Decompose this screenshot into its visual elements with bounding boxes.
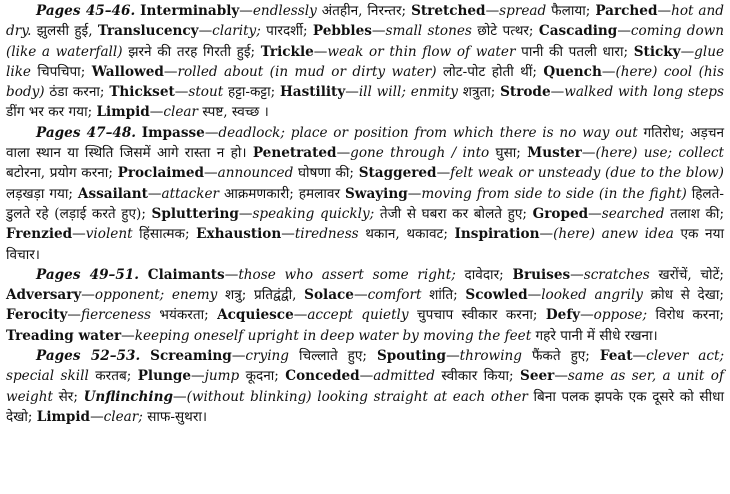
glossary-term: Interminably (140, 3, 240, 19)
glossary-hindi: तलाश की; (670, 205, 725, 222)
glossary-entry: Ferocity—fierceness भयंकरता; (6, 307, 209, 324)
glossary-hindi: गतिरोध; अड़चन वाला स्थान या स्थिति जिसमें आगे रास्ता न हो। (6, 124, 724, 162)
glossary-hindi: झरने की तरह गिरती हुई; (128, 43, 256, 60)
glossary-hindi: क्रोध से देखा; (650, 287, 724, 304)
glossary-entry: Wallowed—rolled about (in mud or dirty water) लोट-पोट होती थीं; (91, 63, 537, 80)
glossary-term: Quench (543, 63, 602, 80)
glossary-hindi: चिल्लाते हुए; (298, 348, 367, 365)
glossary-term: Assailant (77, 185, 148, 202)
glossary-hindi: साफ-सुथरा। (147, 408, 208, 425)
glossary-term: Unflinching (83, 388, 173, 405)
glossary-hindi: कूदना; (245, 368, 279, 385)
glossary-term: Hastility (279, 84, 346, 101)
glossary-entry: Frenzied—violent हिंसात्मक; (6, 226, 190, 243)
glossary-term: Staggered (358, 165, 437, 182)
glossary-entry: Adversary—opponent; enemy शत्रु; प्रतिद्वंद्वी, (6, 287, 297, 304)
glossary-entry: Spluttering—speaking quickly; तेजी से घबरा कर बोलते हुए; (151, 205, 527, 222)
glossary-meaning: deadlock; place or position from which there is no way out (218, 124, 638, 141)
glossary-hindi: घुसा; (495, 145, 521, 162)
glossary-meaning: weak or thin flow of water (327, 43, 516, 60)
glossary-hindi: तेजी से घबरा कर बोलते हुए; (379, 205, 527, 222)
glossary-entry: Limpid—clear; साफ-सुथरा। (36, 408, 208, 425)
glossary-hindi: दावेदार; (464, 266, 504, 283)
glossary-entry: Thickset—stout हट्टा-कट्टा; (109, 84, 276, 101)
glossary-meaning: ill will; enmity (358, 84, 458, 101)
glossary-term: Spluttering (151, 205, 239, 222)
glossary-entry: Pebbles—small stones छोटे पत्थर; (312, 23, 534, 40)
glossary-term: Inspiration (454, 226, 540, 243)
glossary-entry: Inspiration—(here) anew idea एक नया विचार। (6, 226, 724, 263)
glossary-hindi: सेर; (58, 388, 78, 405)
page-range-label: Pages 47–48. (36, 124, 137, 141)
glossary-hindi: हट्टा-कट्टा; (228, 84, 276, 101)
glossary-meaning: announced (217, 165, 294, 182)
glossary-meaning: fierceness (81, 307, 152, 324)
glossary-term: Treading water (6, 327, 122, 344)
glossary-term: Muster (527, 145, 582, 162)
glossary-meaning: same as ser, a unit of weight (6, 368, 724, 405)
glossary-hindi: गहरे पानी में सीधे रखना। (535, 327, 658, 344)
glossary-meaning: stout (188, 84, 224, 101)
glossary-meaning: jump (204, 368, 240, 385)
glossary-hindi: एक नया विचार। (6, 226, 724, 263)
glossary-section (6, 346, 724, 427)
glossary-term: Plunge (137, 368, 192, 385)
glossary-term: Penetrated (252, 145, 337, 162)
glossary-entry: Plunge—jump कूदना; (137, 368, 279, 385)
glossary-term: Strode (500, 84, 551, 101)
glossary-meaning: glue like (6, 43, 725, 80)
glossary-meaning: (here) cool (his body) (6, 63, 724, 101)
glossary-hindi: चिपचिपा; (37, 63, 86, 80)
glossary-term: Translucency (97, 23, 199, 40)
glossary-meaning: hot and dry. (6, 3, 724, 40)
glossary-meaning: keeping oneself upright in deep water by moving the feet (134, 327, 532, 344)
glossary-entry: Trickle—weak or thin flow of water पानी की पतली धारा; (260, 43, 629, 60)
glossary-hindi: विरोध करना; (655, 307, 724, 324)
page-range-label: Pages 45–46. (36, 3, 136, 19)
glossary-term: Conceded (285, 368, 360, 385)
glossary-entry: Impasse—deadlock; place or position from which there is no way out गतिरोध; अड़चन वाला स्थान या स्थिति जिसमें आगे रास्ता न हो। (6, 124, 724, 162)
glossary-term: Trickle (260, 43, 314, 60)
glossary-entry: Hastility—ill will; enmity शत्रुता; (279, 84, 496, 101)
glossary-hindi: हिलते-डुलते रहे (लड़ाई करते हुए); (6, 185, 724, 222)
glossary-hindi: झुलसी हुई, (36, 23, 93, 40)
glossary-meaning: attacker (161, 185, 220, 202)
glossary-hindi: स्पष्ट, स्वच्छ । (202, 104, 269, 121)
glossary-entry: Interminably—endlessly अंतहीन, निरन्तर; (140, 3, 407, 19)
glossary-term: Screaming (150, 348, 232, 365)
glossary-term: Exhaustion (196, 226, 282, 243)
page-range-label: Pages 52–53. (36, 348, 141, 365)
glossary-meaning: searched (601, 205, 665, 222)
glossary-entry: Penetrated—gone through / into घुसा; (252, 145, 521, 162)
glossary-hindi: फैंकते हुए; (531, 348, 590, 365)
glossary-meaning: (without blinking) looking straight at each other (186, 388, 528, 405)
glossary-term: Defy (545, 307, 581, 324)
glossary-meaning: endlessly (252, 3, 317, 19)
glossary-hindi: शत्रुता; (462, 84, 496, 101)
glossary-term: Scowled (465, 287, 528, 304)
glossary-hindi: भयंकरता; (159, 307, 209, 324)
glossary-meaning: (here) use; collect (595, 145, 724, 162)
glossary-hindi: छोटे पत्थर; (477, 23, 534, 40)
glossary-meaning: rolled about (in mud or dirty water) (177, 63, 437, 80)
glossary-hindi: करतब; (95, 368, 132, 385)
glossary-term: Claimants (147, 266, 225, 283)
glossary-hindi: बिना पलक झपके एक दूसरे को सीधा देखो; (6, 388, 724, 425)
glossary-entry: Bruises—scratches खरोंचें, चोटें; (512, 266, 724, 283)
glossary-meaning: gone through / into (350, 145, 490, 162)
glossary-entry: Claimants—those who assert some right; दावेदार; (147, 266, 504, 283)
glossary-hindi: चुपचाप स्वीकार करना; (416, 307, 538, 324)
glossary-hindi: डींग भर कर गया; (6, 104, 93, 121)
glossary-term: Feat (599, 348, 633, 365)
glossary-hindi: घोषणा की; (297, 165, 354, 182)
glossary-entry: Defy—oppose; विरोध करना; (545, 307, 724, 324)
glossary-hindi: पानी की पतली धारा; (521, 43, 629, 60)
glossary-term: Thickset (109, 84, 175, 101)
glossary-section (6, 1, 724, 123)
glossary-meaning: clarity; (212, 23, 261, 40)
glossary-term: Parched (595, 3, 658, 19)
glossary-meaning: spread (499, 3, 547, 19)
glossary-term: Sticky (633, 43, 681, 60)
glossary-meaning: clear (163, 104, 198, 121)
glossary-hindi: फैलाया; (551, 3, 591, 19)
glossary-meaning: walked with long steps (564, 84, 724, 101)
glossary-entry: Muster—(here) use; collect बटोरना, प्रयोग करना; (6, 145, 724, 182)
glossary-entry: Exhaustion—tiredness थकान, थकावट; (196, 226, 448, 243)
glossary-term: Proclaimed (117, 165, 205, 182)
glossary-hindi: शांति; (429, 287, 458, 304)
glossary-meaning: oppose; (593, 307, 648, 324)
glossary-entry: Conceded—admitted स्वीकार किया; (285, 368, 514, 385)
glossary-meaning: violent (85, 226, 133, 243)
glossary-entry: Sticky—glue like चिपचिपा; (6, 43, 725, 80)
glossary-hindi: आक्रमणकारी; हमलावर (223, 185, 340, 202)
glossary-term: Cascading (538, 23, 618, 40)
glossary-entry: Seer—same as ser, a unit of weight सेर; (6, 368, 724, 405)
glossary-term: Ferocity (6, 307, 68, 324)
glossary-term: Seer (520, 368, 555, 385)
glossary-section (6, 123, 724, 265)
glossary-term: Swaying (344, 185, 408, 202)
glossary-entry: Stretched—spread फैलाया; (411, 3, 591, 19)
glossary-term: Stretched (411, 3, 486, 19)
glossary-term: Solace (304, 287, 354, 304)
glossary-term: Limpid (36, 408, 91, 425)
glossary-entry: Cascading—coming down (like a waterfall) झरने की तरह गिरती हुई; (6, 23, 725, 60)
glossary-entry: Limpid—clear स्पष्ट, स्वच्छ । (96, 104, 269, 121)
glossary-term: Limpid (96, 104, 150, 121)
glossary-entry: Treading water—keeping oneself upright in deep water by moving the feet गहरे पानी में सीधे रखना। (6, 327, 658, 344)
glossary-meaning: throwing (459, 348, 522, 365)
glossary-meaning: moving from side to side (in the fight) (421, 185, 687, 202)
glossary-meaning: felt weak or unsteady (due to the blow) (450, 165, 724, 182)
glossary-term: Pebbles (312, 23, 372, 40)
glossary-entry: Parched—hot and dry. झुलसी हुई, (6, 3, 724, 40)
glossary-meaning: tiredness (294, 226, 359, 243)
glossary-hindi: स्वीकार किया; (441, 368, 514, 385)
glossary-hindi: लड़खड़ा गया; (6, 185, 73, 202)
glossary-term: Acquiesce (217, 307, 294, 324)
glossary-hindi: बटोरना, प्रयोग करना; (6, 165, 113, 182)
glossary-entry: Assailant—attacker आक्रमणकारी; हमलावर (77, 185, 340, 202)
glossary-entry: Solace—comfort शांति; (304, 287, 458, 304)
page-range-label: Pages 49–51. (36, 266, 139, 283)
glossary-entry: Screaming—crying चिल्लाते हुए; (150, 348, 367, 365)
glossary-meaning: accept quietly (307, 307, 409, 324)
glossary-meaning: small stones (385, 23, 472, 40)
glossary-entry: Acquiesce—accept quietly चुपचाप स्वीकार करना; (217, 307, 538, 324)
glossary-hindi: लोट-पोट होती थीं; (443, 63, 537, 80)
glossary-entry: Proclaimed—announced घोषणा की; (117, 165, 354, 182)
glossary-section (6, 265, 724, 346)
glossary-meaning: (here) anew idea (553, 226, 674, 243)
glossary-term: Spouting (376, 348, 447, 365)
glossary-hindi: शत्रु; प्रतिद्वंद्वी, (225, 287, 297, 304)
glossary-hindi: पारदर्शी; (266, 23, 308, 40)
glossary-entry: Feat—clever act; special skill करतब; (6, 348, 725, 385)
glossary-entry: Strode—walked with long steps डींग भर कर गया; (6, 84, 724, 121)
glossary-term: Impasse (141, 124, 205, 141)
glossary-meaning: speaking quickly; (252, 205, 375, 222)
glossary-meaning: admitted (373, 368, 435, 385)
glossary-entry: Swaying—moving from side to side (in the fight) हिलते-डुलते रहे (लड़ाई करते हुए); (6, 185, 724, 222)
glossary-meaning: opponent; enemy (94, 287, 218, 304)
glossary-hindi: थकान, थकावट; (365, 226, 448, 243)
glossary-term: Frenzied (6, 226, 73, 243)
glossary-meaning: scratches (583, 266, 650, 283)
glossary-entry: Staggered—felt weak or unsteady (due to the blow) लड़खड़ा गया; (6, 165, 724, 202)
glossary-hindi: अंतहीन, निरन्तर; (321, 3, 407, 19)
glossary-meaning: looked angrily (541, 287, 643, 304)
glossary-entry: Translucency—clarity; पारदर्शी; (97, 23, 308, 40)
glossary-hindi: खरोंचें, चोटें; (658, 266, 724, 283)
glossary-entry: Unflinching—(without blinking) looking straight at each other बिना पलक झपके एक दूसरे को सीधा देखो; (6, 388, 724, 425)
glossary-entry: Spouting—throwing फैंकते हुए; (376, 348, 590, 365)
glossary-meaning: clear; (103, 408, 143, 425)
glossary-term: Adversary (6, 287, 82, 304)
glossary-meaning: crying (245, 348, 290, 365)
glossary-term: Groped (532, 205, 589, 222)
glossary-meaning: coming down (like a waterfall) (6, 23, 725, 60)
glossary-meaning: clever act; special skill (6, 348, 725, 385)
glossary-term: Wallowed (91, 63, 164, 80)
glossary-entry: Quench—(here) cool (his body) ठंडा करना; (6, 63, 724, 101)
glossary-hindi: ठंडा करना; (49, 84, 105, 101)
glossary-hindi: हिंसात्मक; (139, 226, 190, 243)
glossary-entry: Scowled—looked angrily क्रोध से देखा; (465, 287, 724, 304)
glossary-meaning: those who assert some right; (238, 266, 456, 283)
glossary-term: Bruises (512, 266, 571, 283)
glossary-entry: Groped—searched तलाश की; (532, 205, 725, 222)
glossary-meaning: comfort (367, 287, 422, 304)
